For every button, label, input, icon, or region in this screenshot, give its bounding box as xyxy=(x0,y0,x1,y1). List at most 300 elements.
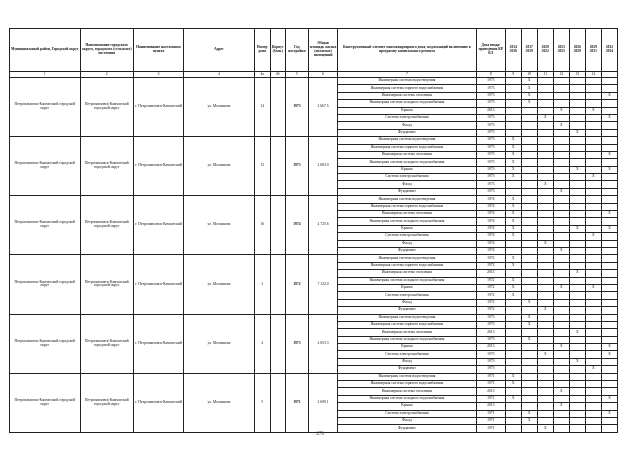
element-cell: Крыша xyxy=(337,403,476,410)
period-mark-cell: Х xyxy=(505,255,521,262)
date-cell: 1973 xyxy=(476,358,505,365)
period-mark-cell xyxy=(505,247,521,254)
period-mark-cell xyxy=(537,78,553,85)
period-mark-cell xyxy=(521,151,537,158)
address-cell: ул. Молчанова xyxy=(184,78,255,137)
period-mark-cell xyxy=(521,144,537,151)
period-mark-cell xyxy=(601,373,617,380)
period-mark-cell xyxy=(537,299,553,306)
block-cell xyxy=(270,314,285,373)
period-mark-cell xyxy=(553,262,569,269)
period-mark-cell xyxy=(585,203,601,210)
period-mark-cell xyxy=(553,321,569,328)
period-mark-cell: Х xyxy=(505,144,521,151)
table-row xyxy=(10,196,618,203)
period-mark-cell xyxy=(537,292,553,299)
period-mark-cell: Х xyxy=(585,284,601,291)
period-mark-cell xyxy=(505,329,521,336)
period-mark-cell xyxy=(585,292,601,299)
table-body xyxy=(10,78,618,433)
date-cell: 2013 xyxy=(476,344,505,351)
period-mark-cell xyxy=(585,137,601,144)
period-mark-cell xyxy=(505,122,521,129)
period-mark-cell xyxy=(521,381,537,388)
date-cell: 1973 xyxy=(476,314,505,321)
period-mark-cell xyxy=(601,196,617,203)
locality-cell: г. Петропавловск-Камчатский xyxy=(133,373,183,432)
period-mark-cell: Х xyxy=(553,247,569,254)
table-row xyxy=(10,78,618,85)
period-mark-cell xyxy=(521,137,537,144)
period-mark-cell xyxy=(521,114,537,121)
period-mark-cell xyxy=(601,240,617,247)
period-mark-cell xyxy=(553,174,569,181)
period-mark-cell: Х xyxy=(601,410,617,417)
colnum: 4 xyxy=(184,72,255,78)
period-mark-cell xyxy=(521,188,537,195)
period-mark-cell xyxy=(537,159,553,166)
period-mark-cell: Х xyxy=(505,395,521,402)
period-mark-cell: Х xyxy=(521,78,537,85)
period-mark-cell: Х xyxy=(505,196,521,203)
period-mark-cell xyxy=(553,307,569,314)
locality-cell: г. Петропавловск-Камчатский xyxy=(133,255,183,314)
year-cell: 1973 xyxy=(285,314,309,373)
period-mark-cell: Х xyxy=(521,314,537,321)
header-period-6: 2029 2031 xyxy=(585,29,601,72)
colnum: 4а xyxy=(254,72,270,78)
period-mark-cell xyxy=(505,351,521,358)
period-mark-cell xyxy=(601,314,617,321)
date-cell: 1973 xyxy=(476,137,505,144)
period-mark-cell xyxy=(553,255,569,262)
element-cell: Система электроснабжения xyxy=(337,351,476,358)
element-cell: Инженерная система отопления xyxy=(337,92,476,99)
period-mark-cell xyxy=(569,388,585,395)
period-mark-cell xyxy=(537,203,553,210)
period-mark-cell: Х xyxy=(505,211,521,218)
element-cell: Инженерная система холодного водоснабжения xyxy=(337,277,476,284)
period-mark-cell xyxy=(553,78,569,85)
colnum: 10 xyxy=(521,72,537,78)
period-mark-cell xyxy=(569,351,585,358)
house-cell: 16 xyxy=(254,196,270,255)
period-mark-cell xyxy=(569,417,585,424)
period-mark-cell xyxy=(601,203,617,210)
period-mark-cell: Х xyxy=(505,137,521,144)
locality-cell: г. Петропавловск-Камчатский xyxy=(133,314,183,373)
period-mark-cell xyxy=(553,211,569,218)
period-mark-cell xyxy=(505,100,521,107)
period-mark-cell xyxy=(585,373,601,380)
period-mark-cell xyxy=(505,78,521,85)
period-mark-cell xyxy=(537,358,553,365)
period-mark-cell xyxy=(553,196,569,203)
element-cell: Инженерная система отопления xyxy=(337,270,476,277)
period-mark-cell: Х xyxy=(569,129,585,136)
period-mark-cell xyxy=(505,314,521,321)
colnum: 2 xyxy=(80,72,133,78)
period-mark-cell xyxy=(553,336,569,343)
element-cell: Инженерная система горячего водоснабжения xyxy=(337,144,476,151)
header-period-5: 2026 2028 xyxy=(569,29,585,72)
period-mark-cell xyxy=(521,247,537,254)
period-mark-cell xyxy=(601,366,617,373)
period-mark-cell xyxy=(505,299,521,306)
date-cell: 1973 xyxy=(476,174,505,181)
period-mark-cell: Х xyxy=(521,321,537,328)
area-cell: 2 683.0 xyxy=(309,137,338,196)
period-mark-cell xyxy=(505,85,521,92)
period-mark-cell: Х xyxy=(585,107,601,114)
period-mark-cell: Х xyxy=(537,425,553,432)
period-mark-cell xyxy=(553,277,569,284)
period-mark-cell: Х xyxy=(585,366,601,373)
period-mark-cell xyxy=(553,381,569,388)
area-cell: 2 667.5 xyxy=(309,78,338,137)
period-mark-cell xyxy=(585,299,601,306)
period-mark-cell: Х xyxy=(505,166,521,173)
element-cell: Крыша xyxy=(337,166,476,173)
date-cell: 1973 xyxy=(476,151,505,158)
period-mark-cell: Х xyxy=(601,114,617,121)
date-cell: 1973 xyxy=(476,351,505,358)
period-mark-cell: Х xyxy=(601,225,617,232)
period-mark-cell xyxy=(521,255,537,262)
period-mark-cell xyxy=(585,114,601,121)
colnum: 11 xyxy=(537,72,553,78)
date-cell: 1972 xyxy=(476,307,505,314)
block-cell xyxy=(270,196,285,255)
period-mark-cell xyxy=(585,166,601,173)
period-mark-cell xyxy=(537,321,553,328)
date-cell: 1973 xyxy=(476,321,505,328)
period-mark-cell xyxy=(601,292,617,299)
date-cell: 1973 xyxy=(476,129,505,136)
date-cell: 1974 xyxy=(476,247,505,254)
period-mark-cell xyxy=(521,262,537,269)
period-mark-cell xyxy=(521,174,537,181)
header-district: Муниципальный район, Городской округ xyxy=(10,29,81,72)
element-cell: Фундамент xyxy=(337,425,476,432)
period-mark-cell xyxy=(569,196,585,203)
period-mark-cell xyxy=(585,144,601,151)
address-cell: ул. Молчанова xyxy=(184,196,255,255)
period-mark-cell xyxy=(585,225,601,232)
header-period-7: 2032 2034 xyxy=(601,29,617,72)
period-mark-cell xyxy=(537,247,553,254)
block-cell xyxy=(270,255,285,314)
period-mark-cell xyxy=(585,351,601,358)
period-mark-cell xyxy=(537,174,553,181)
element-cell: Инженерная система горячего водоснабжения xyxy=(337,381,476,388)
header-block: Корпус (блок) xyxy=(270,29,285,72)
header-address: Адрес xyxy=(184,29,255,72)
colnum: 1 xyxy=(10,72,81,78)
period-mark-cell xyxy=(585,270,601,277)
period-mark-cell: Х xyxy=(505,218,521,225)
period-mark-cell xyxy=(553,358,569,365)
period-mark-cell xyxy=(585,395,601,402)
period-mark-cell xyxy=(505,92,521,99)
period-mark-cell xyxy=(553,395,569,402)
header-period-2: 2017 2019 xyxy=(521,29,537,72)
date-cell: 1973 xyxy=(476,366,505,373)
period-mark-cell xyxy=(601,181,617,188)
period-mark-cell xyxy=(601,129,617,136)
period-mark-cell xyxy=(601,277,617,284)
element-cell: Инженерная система горячего водоснабжения xyxy=(337,321,476,328)
element-cell: Крыша xyxy=(337,344,476,351)
period-mark-cell xyxy=(505,270,521,277)
element-cell: Фундамент xyxy=(337,366,476,373)
period-mark-cell xyxy=(601,85,617,92)
element-cell: Инженерная система отопления xyxy=(337,329,476,336)
period-mark-cell xyxy=(601,336,617,343)
element-cell: Система электроснабжения xyxy=(337,292,476,299)
period-mark-cell xyxy=(585,262,601,269)
period-mark-cell: Х xyxy=(505,225,521,232)
date-cell: 1973 xyxy=(476,114,505,121)
period-mark-cell xyxy=(521,129,537,136)
period-mark-cell xyxy=(585,344,601,351)
header-house: Номер дома xyxy=(254,29,270,72)
period-mark-cell xyxy=(537,336,553,343)
element-cell: Инженерная система горячего водоснабжения xyxy=(337,85,476,92)
period-mark-cell xyxy=(537,329,553,336)
area-cell: 7 122.0 xyxy=(309,255,338,314)
period-mark-cell xyxy=(521,225,537,232)
colnum: 3 xyxy=(133,72,183,78)
district-cell: Петропавловск-Камчатский городской округ xyxy=(10,314,81,373)
period-mark-cell xyxy=(569,78,585,85)
period-mark-cell xyxy=(553,159,569,166)
period-mark-cell: Х xyxy=(569,270,585,277)
header-date: Дата ввода/проведения КР КЭ xyxy=(476,29,505,72)
period-mark-cell xyxy=(569,307,585,314)
period-mark-cell: Х xyxy=(521,417,537,424)
period-mark-cell: Х xyxy=(537,351,553,358)
period-mark-cell xyxy=(521,373,537,380)
period-mark-cell: Х xyxy=(601,211,617,218)
period-mark-cell: Х xyxy=(569,225,585,232)
date-cell: 2013 xyxy=(476,270,505,277)
period-mark-cell: Х xyxy=(521,100,537,107)
period-mark-cell xyxy=(585,417,601,424)
period-mark-cell xyxy=(569,292,585,299)
period-mark-cell xyxy=(569,137,585,144)
period-mark-cell xyxy=(585,92,601,99)
element-cell: Крыша xyxy=(337,284,476,291)
district-cell: Петропавловск-Камчатский городской округ xyxy=(10,255,81,314)
period-mark-cell xyxy=(601,321,617,328)
period-mark-cell xyxy=(585,255,601,262)
header-row xyxy=(10,29,618,72)
period-mark-cell xyxy=(553,240,569,247)
element-cell: Система электроснабжения xyxy=(337,174,476,181)
date-cell: 1972 xyxy=(476,284,505,291)
period-mark-cell xyxy=(537,233,553,240)
period-mark-cell xyxy=(553,92,569,99)
period-mark-cell xyxy=(521,203,537,210)
element-cell: Инженерная система водоотведения xyxy=(337,373,476,380)
period-mark-cell xyxy=(505,114,521,121)
date-cell: 1973 xyxy=(476,144,505,151)
period-mark-cell xyxy=(569,366,585,373)
element-cell: Инженерная система горячего водоснабжения xyxy=(337,262,476,269)
period-mark-cell: Х xyxy=(601,351,617,358)
district-cell: Петропавловск-Камчатский городской округ xyxy=(10,373,81,432)
date-cell: 1971 xyxy=(476,381,505,388)
period-mark-cell xyxy=(553,299,569,306)
period-mark-cell: Х xyxy=(601,395,617,402)
period-mark-cell xyxy=(585,196,601,203)
period-mark-cell xyxy=(537,373,553,380)
element-cell: Инженерная система холодного водоснабжения xyxy=(337,336,476,343)
period-mark-cell xyxy=(601,270,617,277)
period-mark-cell xyxy=(553,410,569,417)
colnum: 5 xyxy=(285,72,309,78)
period-mark-cell: Х xyxy=(537,240,553,247)
period-mark-cell xyxy=(553,366,569,373)
period-mark-cell xyxy=(537,270,553,277)
element-cell: Инженерная система горячего водоснабжения xyxy=(337,203,476,210)
period-mark-cell xyxy=(553,373,569,380)
date-cell: 1974 xyxy=(476,240,505,247)
period-mark-cell xyxy=(505,307,521,314)
element-cell: Фундамент xyxy=(337,247,476,254)
period-mark-cell xyxy=(585,321,601,328)
period-mark-cell xyxy=(553,417,569,424)
address-cell: ул. Молчанова xyxy=(184,314,255,373)
element-cell: Система электроснабжения xyxy=(337,410,476,417)
period-mark-cell xyxy=(569,122,585,129)
period-mark-cell xyxy=(585,410,601,417)
period-mark-cell xyxy=(537,388,553,395)
period-mark-cell: Х xyxy=(505,159,521,166)
period-mark-cell xyxy=(585,100,601,107)
header-period-1: 2014 2016 xyxy=(505,29,521,72)
colnum: 14 xyxy=(585,72,601,78)
date-cell: 1972 xyxy=(476,292,505,299)
period-mark-cell xyxy=(537,151,553,158)
period-mark-cell xyxy=(585,151,601,158)
settlement-cell: Петропавловск-Камчатский городской округ xyxy=(80,137,133,196)
period-mark-cell xyxy=(601,107,617,114)
period-mark-cell xyxy=(569,321,585,328)
period-mark-cell xyxy=(553,151,569,158)
period-mark-cell: Х xyxy=(601,92,617,99)
period-mark-cell: Х xyxy=(601,344,617,351)
period-mark-cell xyxy=(521,159,537,166)
period-mark-cell: Х xyxy=(601,166,617,173)
colnum: 6 xyxy=(309,72,338,78)
table-row xyxy=(10,137,618,144)
area-cell: 2 699.1 xyxy=(309,373,338,432)
period-mark-cell xyxy=(569,114,585,121)
period-mark-cell: Х xyxy=(505,174,521,181)
period-mark-cell xyxy=(505,107,521,114)
area-cell: 2 653.3 xyxy=(309,314,338,373)
element-cell: Инженерная система холодного водоснабжения xyxy=(337,159,476,166)
period-mark-cell xyxy=(601,417,617,424)
period-mark-cell: Х xyxy=(505,262,521,269)
period-mark-cell xyxy=(585,122,601,129)
period-mark-cell xyxy=(537,129,553,136)
house-cell: 4 xyxy=(254,314,270,373)
period-mark-cell xyxy=(521,344,537,351)
date-cell: 1973 xyxy=(476,85,505,92)
period-mark-cell xyxy=(569,336,585,343)
period-mark-cell: Х xyxy=(505,284,521,291)
date-cell: 1973 xyxy=(476,122,505,129)
period-mark-cell: Х xyxy=(569,358,585,365)
period-mark-cell xyxy=(537,314,553,321)
element-cell: Фасад xyxy=(337,240,476,247)
period-mark-cell xyxy=(537,166,553,173)
period-mark-cell xyxy=(521,329,537,336)
period-mark-cell xyxy=(521,388,537,395)
period-mark-cell xyxy=(537,344,553,351)
period-mark-cell xyxy=(569,233,585,240)
element-cell: Инженерная система водоотведения xyxy=(337,314,476,321)
period-mark-cell xyxy=(505,410,521,417)
period-mark-cell: Х xyxy=(521,410,537,417)
period-mark-cell xyxy=(601,144,617,151)
locality-cell: г. Петропавловск-Камчатский xyxy=(133,196,183,255)
period-mark-cell xyxy=(569,100,585,107)
date-cell: 1971 xyxy=(476,410,505,417)
period-mark-cell xyxy=(569,144,585,151)
settlement-cell: Петропавловск-Камчатский городской округ xyxy=(80,78,133,137)
period-mark-cell xyxy=(505,403,521,410)
address-cell: ул. Молчанова xyxy=(184,137,255,196)
date-cell: 2013 xyxy=(476,388,505,395)
element-cell: Фасад xyxy=(337,417,476,424)
period-mark-cell xyxy=(569,299,585,306)
period-mark-cell xyxy=(537,218,553,225)
period-mark-cell xyxy=(537,188,553,195)
period-mark-cell xyxy=(537,417,553,424)
settlement-cell: Петропавловск-Камчатский городской округ xyxy=(80,196,133,255)
period-mark-cell xyxy=(537,92,553,99)
element-cell: Инженерная система отопления xyxy=(337,388,476,395)
element-cell: Фасад xyxy=(337,358,476,365)
district-cell: Петропавловск-Камчатский городской округ xyxy=(10,137,81,196)
period-mark-cell xyxy=(553,181,569,188)
date-cell: 1971 xyxy=(476,417,505,424)
colnum: 8 xyxy=(476,72,505,78)
date-cell: 1972 xyxy=(476,262,505,269)
period-mark-cell xyxy=(569,181,585,188)
colnum: 4б xyxy=(270,72,285,78)
period-mark-cell xyxy=(537,107,553,114)
year-cell: 1971 xyxy=(285,373,309,432)
period-mark-cell xyxy=(553,314,569,321)
period-mark-cell xyxy=(521,395,537,402)
element-cell: Инженерная система отопления xyxy=(337,151,476,158)
period-mark-cell: Х xyxy=(521,299,537,306)
period-mark-cell xyxy=(601,358,617,365)
period-mark-cell xyxy=(569,403,585,410)
period-mark-cell xyxy=(537,277,553,284)
house-cell: 13 xyxy=(254,137,270,196)
period-mark-cell xyxy=(537,381,553,388)
period-mark-cell: Х xyxy=(569,329,585,336)
period-mark-cell xyxy=(569,255,585,262)
year-cell: 1972 xyxy=(285,255,309,314)
table-row xyxy=(10,255,618,262)
